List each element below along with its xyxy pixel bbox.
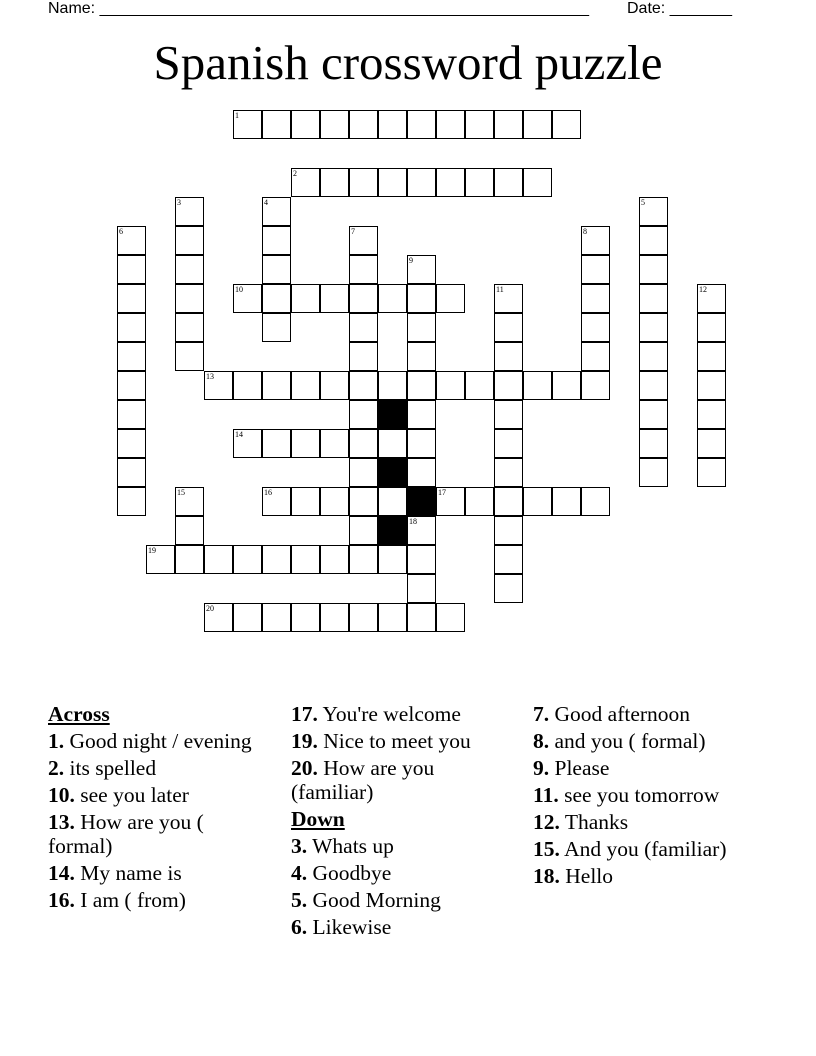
grid-cell[interactable]	[117, 342, 146, 371]
clue-across-10: 10. see you later	[48, 783, 189, 807]
across-heading: Across	[48, 702, 110, 726]
grid-cell[interactable]	[175, 516, 204, 545]
grid-cell[interactable]	[349, 284, 378, 313]
clue-across-19: 19. Nice to meet you	[291, 729, 471, 753]
grid-cell[interactable]	[349, 429, 378, 458]
grid-cell[interactable]	[697, 342, 726, 371]
grid-cell[interactable]	[407, 284, 436, 313]
clue-down-11: 11. see you tomorrow	[533, 783, 720, 807]
grid-cell[interactable]	[407, 313, 436, 342]
grid-cell[interactable]	[320, 371, 349, 400]
grid-cell[interactable]	[639, 284, 668, 313]
grid-cell[interactable]	[697, 429, 726, 458]
grid-cell[interactable]	[262, 487, 291, 516]
grid-cell-blocked	[378, 400, 407, 429]
grid-cell[interactable]	[117, 255, 146, 284]
grid-cell[interactable]	[639, 313, 668, 342]
grid-cell[interactable]	[204, 603, 233, 632]
grid-cell[interactable]	[494, 400, 523, 429]
grid-cell[interactable]	[407, 168, 436, 197]
grid-cell[interactable]	[407, 603, 436, 632]
grid-cell[interactable]	[494, 110, 523, 139]
grid-cell[interactable]	[378, 487, 407, 516]
grid-cell[interactable]	[262, 429, 291, 458]
grid-cell[interactable]	[581, 284, 610, 313]
clue-down-18: 18. Hello	[533, 864, 614, 888]
grid-cell[interactable]	[117, 458, 146, 487]
grid-cell[interactable]	[175, 226, 204, 255]
clue-down-8: 8. and you ( formal)	[533, 729, 706, 753]
grid-cell[interactable]	[233, 284, 262, 313]
clue-across-16: 16. I am ( from)	[48, 887, 186, 912]
grid-cell[interactable]	[233, 110, 262, 139]
grid-cell[interactable]	[262, 226, 291, 255]
clue-number-label: 7	[351, 227, 355, 236]
grid-cell[interactable]	[117, 284, 146, 313]
grid-cell[interactable]	[465, 371, 494, 400]
grid-cell[interactable]	[378, 168, 407, 197]
grid-cell[interactable]	[407, 400, 436, 429]
grid-cell[interactable]	[262, 255, 291, 284]
grid-cell[interactable]	[465, 110, 494, 139]
clue-column-1	[48, 703, 263, 916]
grid-cell[interactable]	[523, 110, 552, 139]
clue-number-label: 2	[293, 169, 297, 178]
grid-cell[interactable]	[581, 226, 610, 255]
grid-cell[interactable]	[233, 545, 262, 574]
grid-cell[interactable]	[639, 400, 668, 429]
grid-cell[interactable]	[494, 284, 523, 313]
grid-cell[interactable]	[262, 313, 291, 342]
grid-cell[interactable]	[117, 400, 146, 429]
grid-cell[interactable]	[494, 313, 523, 342]
grid-cell[interactable]	[436, 371, 465, 400]
grid-cell[interactable]	[378, 603, 407, 632]
grid-cell[interactable]	[204, 545, 233, 574]
grid-cell[interactable]	[117, 429, 146, 458]
grid-cell[interactable]	[552, 487, 581, 516]
clue-column-3	[533, 703, 748, 892]
grid-cell[interactable]	[407, 545, 436, 574]
grid-cell[interactable]	[291, 603, 320, 632]
clue-across-14: 14. My name is	[48, 860, 182, 885]
down-heading: Down	[291, 806, 345, 831]
grid-cell[interactable]	[639, 255, 668, 284]
clue-down-6: 6. Likewise	[291, 914, 392, 939]
grid-cell[interactable]	[320, 110, 349, 139]
grid-cell[interactable]	[407, 429, 436, 458]
grid-cell[interactable]	[175, 255, 204, 284]
clue-down-12: 12. Thanks	[533, 810, 629, 834]
grid-cell[interactable]	[552, 371, 581, 400]
grid-cell-blocked	[378, 516, 407, 545]
grid-cell[interactable]	[349, 313, 378, 342]
grid-cell[interactable]	[378, 545, 407, 574]
grid-cell[interactable]	[291, 429, 320, 458]
clue-column-2	[291, 703, 506, 943]
grid-cell[interactable]	[581, 313, 610, 342]
grid-cell[interactable]	[378, 371, 407, 400]
clue-number-label: 12	[699, 285, 707, 294]
clue-across-17: 17. You're welcome	[291, 702, 461, 726]
grid-cell[interactable]	[639, 342, 668, 371]
clue-number-label: 4	[264, 198, 268, 207]
grid-cell[interactable]	[494, 516, 523, 545]
grid-cell[interactable]	[581, 255, 610, 284]
grid-cell[interactable]	[407, 516, 436, 545]
clue-down-9: 9. Please	[533, 756, 610, 780]
grid-cell[interactable]	[291, 487, 320, 516]
grid-cell[interactable]	[639, 226, 668, 255]
grid-cell[interactable]	[349, 400, 378, 429]
grid-cell[interactable]	[639, 197, 668, 226]
grid-cell[interactable]	[494, 429, 523, 458]
clue-across-1: 1. Good night / evening	[48, 729, 252, 753]
grid-cell[interactable]	[291, 284, 320, 313]
grid-cell[interactable]	[494, 487, 523, 516]
grid-cell[interactable]	[407, 110, 436, 139]
grid-cell[interactable]	[262, 545, 291, 574]
grid-cell[interactable]	[349, 545, 378, 574]
grid-cell[interactable]	[117, 371, 146, 400]
clue-number-label: 6	[119, 227, 123, 236]
grid-cell[interactable]	[494, 371, 523, 400]
grid-cell[interactable]	[494, 545, 523, 574]
grid-cell[interactable]	[320, 545, 349, 574]
grid-cell[interactable]	[697, 284, 726, 313]
grid-cell[interactable]	[349, 603, 378, 632]
grid-cell[interactable]	[233, 429, 262, 458]
grid-cell[interactable]	[407, 574, 436, 603]
grid-cell-blocked	[407, 487, 436, 516]
grid-cell[interactable]	[349, 110, 378, 139]
clue-number-label: 3	[177, 198, 181, 207]
clue-across-20: 20. How are you (familiar)	[291, 756, 435, 804]
grid-cell[interactable]	[262, 197, 291, 226]
grid-cell[interactable]	[697, 400, 726, 429]
clue-across-13: 13. How are you ( formal)	[48, 810, 204, 858]
clue-number-label: 16	[264, 488, 272, 497]
grid-cell[interactable]	[494, 574, 523, 603]
grid-cell[interactable]	[320, 429, 349, 458]
grid-cell[interactable]	[407, 371, 436, 400]
grid-cell[interactable]	[175, 284, 204, 313]
clue-number-label: 10	[235, 285, 243, 294]
clue-number-label: 11	[496, 285, 504, 294]
date-field-label: Date: _______	[627, 0, 732, 17]
clue-number-label: 18	[409, 517, 417, 526]
grid-cell[interactable]	[146, 545, 175, 574]
grid-cell[interactable]	[262, 603, 291, 632]
clue-down-4: 4. Goodbye	[291, 860, 392, 885]
grid-cell[interactable]	[378, 284, 407, 313]
grid-cell[interactable]	[436, 110, 465, 139]
grid-cell[interactable]	[175, 342, 204, 371]
grid-cell-blocked	[378, 458, 407, 487]
grid-cell[interactable]	[407, 342, 436, 371]
grid-cell[interactable]	[349, 371, 378, 400]
grid-cell[interactable]	[581, 371, 610, 400]
grid-cell[interactable]	[117, 487, 146, 516]
clue-number-label: 17	[438, 488, 446, 497]
clue-number-label: 13	[206, 372, 214, 381]
grid-cell[interactable]	[291, 545, 320, 574]
grid-cell[interactable]	[233, 371, 262, 400]
clue-down-7: 7. Good afternoon	[533, 702, 691, 726]
grid-cell[interactable]	[639, 371, 668, 400]
grid-cell[interactable]	[349, 255, 378, 284]
clue-across-2: 2. its spelled	[48, 756, 157, 780]
grid-cell[interactable]	[639, 429, 668, 458]
clue-number-label: 5	[641, 198, 645, 207]
clue-number-label: 19	[148, 546, 156, 555]
grid-cell[interactable]	[349, 168, 378, 197]
grid-cell[interactable]	[349, 342, 378, 371]
grid-cell[interactable]	[320, 284, 349, 313]
grid-cell[interactable]	[320, 603, 349, 632]
grid-cell[interactable]	[523, 168, 552, 197]
grid-cell[interactable]	[436, 603, 465, 632]
clue-number-label: 8	[583, 227, 587, 236]
grid-cell[interactable]	[465, 168, 494, 197]
grid-cell[interactable]	[581, 342, 610, 371]
grid-cell[interactable]	[291, 371, 320, 400]
clue-number-label: 9	[409, 256, 413, 265]
clue-number-label: 14	[235, 430, 243, 439]
grid-cell[interactable]	[349, 226, 378, 255]
grid-cell[interactable]	[291, 110, 320, 139]
grid-cell[interactable]	[117, 313, 146, 342]
grid-cell[interactable]	[349, 487, 378, 516]
grid-cell[interactable]	[117, 226, 146, 255]
grid-cell[interactable]	[175, 545, 204, 574]
grid-cell[interactable]	[494, 342, 523, 371]
grid-cell[interactable]	[523, 371, 552, 400]
grid-cell[interactable]	[204, 371, 233, 400]
grid-cell[interactable]	[697, 371, 726, 400]
grid-cell[interactable]	[262, 110, 291, 139]
grid-cell[interactable]	[291, 168, 320, 197]
grid-cell[interactable]	[233, 603, 262, 632]
grid-cell[interactable]	[407, 458, 436, 487]
grid-cell[interactable]	[262, 284, 291, 313]
grid-cell[interactable]	[436, 284, 465, 313]
grid-cell[interactable]	[175, 197, 204, 226]
grid-cell[interactable]	[378, 429, 407, 458]
grid-cell[interactable]	[378, 110, 407, 139]
clue-number-label: 15	[177, 488, 185, 497]
grid-cell[interactable]	[523, 487, 552, 516]
grid-cell[interactable]	[436, 168, 465, 197]
grid-cell[interactable]	[494, 168, 523, 197]
grid-cell[interactable]	[465, 487, 494, 516]
clue-number-label: 20	[206, 604, 214, 613]
page-title: Spanish crossword puzzle	[153, 35, 663, 90]
grid-cell[interactable]	[552, 110, 581, 139]
grid-cell[interactable]	[697, 313, 726, 342]
clue-down-5: 5. Good Morning	[291, 887, 441, 912]
grid-cell[interactable]	[494, 458, 523, 487]
grid-cell[interactable]	[175, 487, 204, 516]
grid-cell[interactable]	[349, 516, 378, 545]
grid-cell[interactable]	[320, 168, 349, 197]
grid-cell[interactable]	[581, 487, 610, 516]
clue-number-label: 1	[235, 111, 239, 120]
clue-down-3: 3. Whats up	[291, 833, 394, 858]
grid-cell[interactable]	[639, 458, 668, 487]
name-field-label: Name: _______________________________________________________	[48, 0, 589, 17]
grid-cell[interactable]	[349, 458, 378, 487]
grid-cell[interactable]	[436, 487, 465, 516]
grid-cell[interactable]	[175, 313, 204, 342]
clue-down-15: 15. And you (familiar)	[533, 837, 727, 861]
grid-cell[interactable]	[262, 371, 291, 400]
grid-cell[interactable]	[407, 255, 436, 284]
grid-cell[interactable]	[697, 458, 726, 487]
grid-cell[interactable]	[320, 487, 349, 516]
